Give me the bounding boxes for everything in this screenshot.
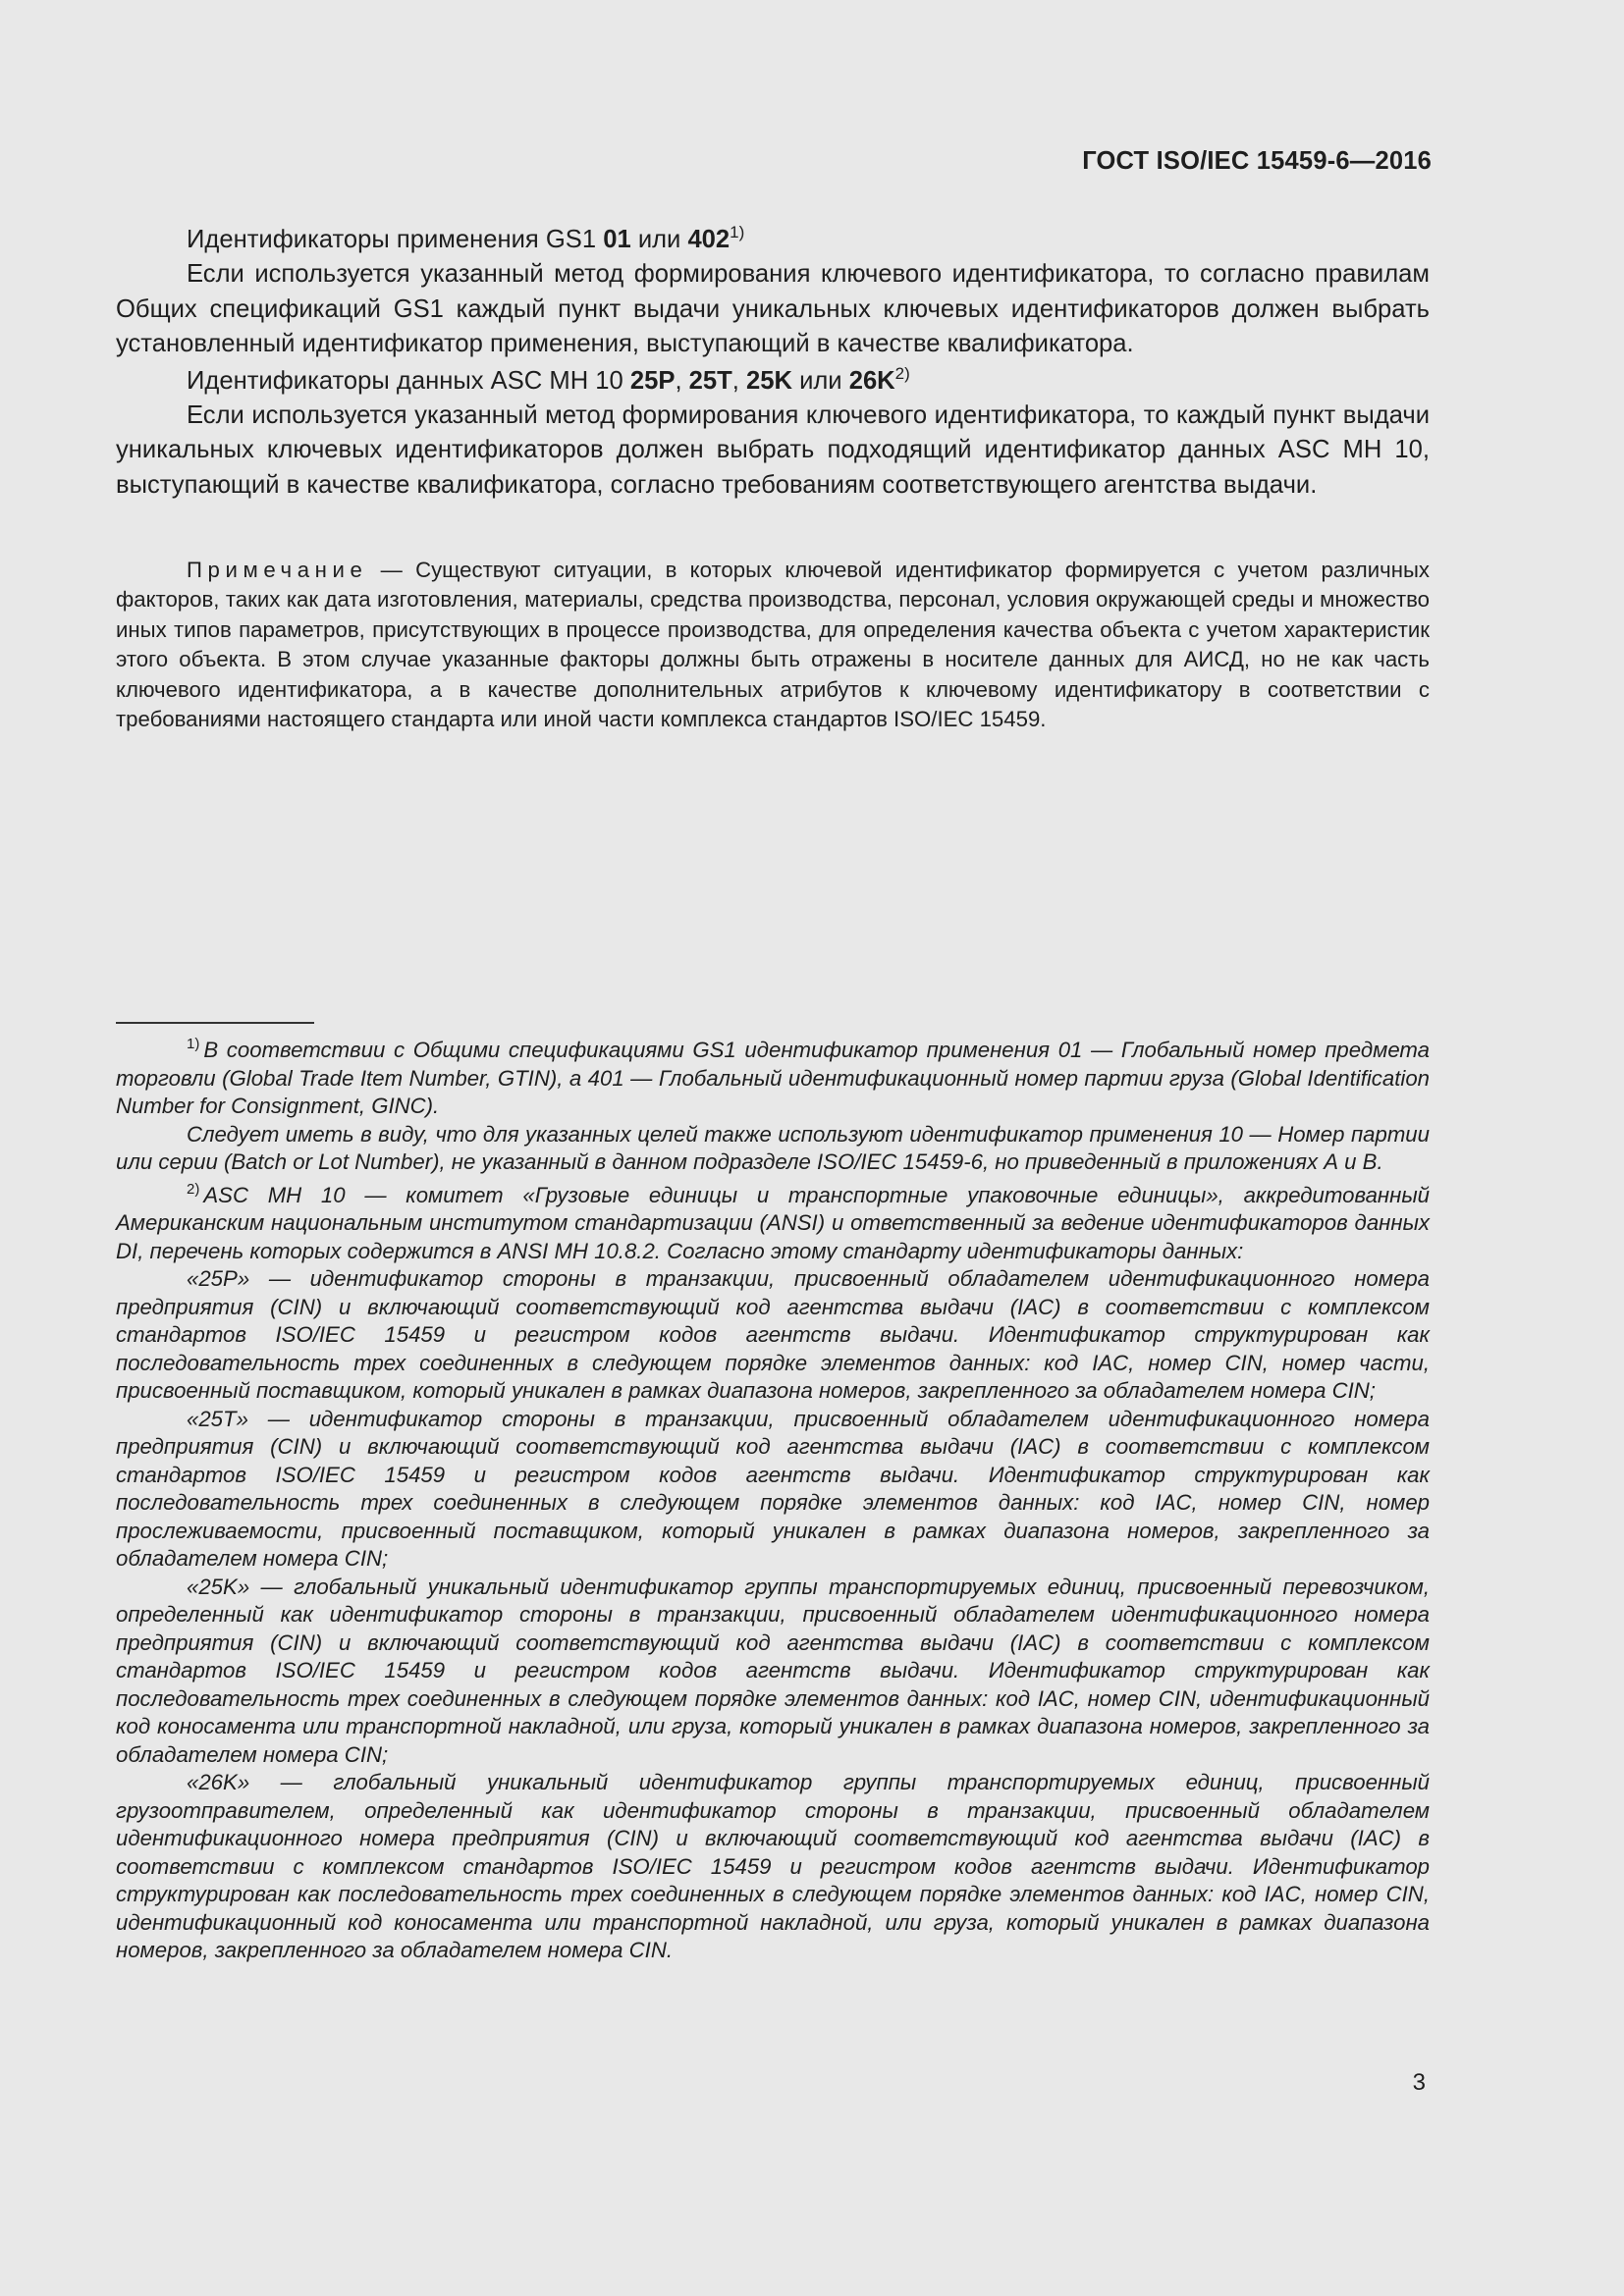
p3-prefix: Идентификаторы данных ASC MH 10 (187, 366, 630, 395)
footnote-1-text: В соответствии с Общими спецификациями GS1 идентификатор применения 01 — Глобальный номер предмета торговли (Global Trade Item Number, GTIN), а 401 — Глобальный идентификационный номер партии груза (Global Identification Number for Consignment, GINC). (116, 1038, 1430, 1118)
footnote-2-item-25k: «25K» — глобальный уникальный идентификатор группы транспортируемых единиц, присвоенный перевозчиком, определенный как идентификатор стороны в транзакции, присвоенный обладателем идентификационного номера предприятия (CIN) и включающий соответствующий код агентства выдачи (IAC) в соответствии с комплексом стандартов ISO/IEC 15459 и регистром кодов агентств выдачи. Идентификатор структурирован как последовательность трех соединенных в следующем порядке элементов данных: код IAC, номер CIN, идентификационный код коносамента или транспортной накладной, или груза, который уникален в рамках диапазона номеров, закрепленного за обладателем номера CIN; (116, 1574, 1430, 1767)
paragraph-asc-method: Если используется указанный метод формирования ключевого идентификатора, то каждый пункт выдачи уникальных ключевых идентификаторов должен выбрать подходящий идентификатор данных ASC MH 10, выступающий в качестве квалификатора, согласно требованиям соответствующего агентства выдачи. (116, 401, 1430, 499)
note-label: Примечание (187, 558, 368, 582)
footnote-1-marker: 1) (187, 1036, 200, 1052)
p3-di-25k: 25K (746, 366, 792, 395)
p3-di-25p: 25P (629, 366, 676, 395)
footnote-ref-2: 2) (894, 363, 910, 383)
footnote-1-continuation: Следует иметь в виду, что для указанных целей также используют идентификатор применения 10 — Номер партии или серии (Batch or Lot Number), не указанный в данном подразделе ISO/IEC 15459-6, но приведенный в приложениях А и В. (116, 1121, 1430, 1174)
page-number: 3 (1412, 2069, 1426, 2096)
p3-di-26k: 26K (848, 366, 895, 395)
main-text (116, 223, 1430, 503)
footnote-divider (116, 1022, 314, 1024)
note-paragraph (116, 556, 1430, 734)
footnote-2-item-25p: «25P» — идентификатор стороны в транзакции, присвоенный обладателем идентификационного номера предприятия (CIN) и включающий соответствующий код агентства выдачи (IAC) в соответствии с комплексом стандартов ISO/IEC 15459 и регистром кодов агентств выдачи. Идентификатор структурирован как последовательность трех соединенных в следующем порядке элементов данных: код IAC, номер CIN, номер части, присвоенный поставщиком, который уникален в рамках диапазона номеров, закрепленного за обладателем номера CIN; (116, 1266, 1430, 1403)
p1-ai-01: 01 (603, 226, 631, 253)
footnote-2-item-25t: «25T» — идентификатор стороны в транзакции, присвоенный обладателем идентификационного номера предприятия (CIN) и включающий соответствующий код агентства выдачи (IAC) в соответствии с комплексом стандартов ISO/IEC 15459 и регистром кодов агентств выдачи. Идентификатор структурирован как последовательность трех соединенных в следующем порядке элементов данных: код IAC, номер CIN, номер прослеживаемости, присвоенный поставщиком, который уникален в рамках диапазона номеров, закрепленного за обладателем номера CIN; (116, 1406, 1430, 1571)
paragraph-asc-di (116, 364, 1430, 399)
p1-prefix: Идентификаторы применения GS1 (187, 226, 604, 253)
p1-ai-402: 402 (687, 226, 731, 253)
p1-mid: или (630, 226, 688, 253)
footnotes (116, 1037, 1430, 1965)
paragraph-gs1-ai (116, 223, 1430, 257)
footnote-2-item-26k: «26K» — глобальный уникальный идентификатор группы транспортируемых единиц, присвоенный грузоотправителем, определенный как идентификатор стороны в транзакции, присвоенный обладателем идентификационного номера предприятия (CIN) и включающий соответствующий код агентства выдачи (IAC) в соответствии с комплексом стандартов ISO/IEC 15459 и регистром кодов агентств выдачи. Идентификатор структурирован как последовательность трех соединенных в следующем порядке элементов данных: код IAC, номер CIN, идентификационный код коносамента или транспортной накладной, или груза, который уникален в рамках диапазона номеров, закрепленного за обладателем номера CIN. (116, 1770, 1430, 1962)
p3-di-25t: 25T (688, 366, 732, 395)
note-text: — Существуют ситуации, в которых ключевой идентификатор формируется с учетом различных факторов, таких как дата изготовления, материалы, средства производства, персонал, условия окружающей среды и множество иных типов параметров, присутствующих в процессе производства, для определения качества объекта с учетом характеристик этого объекта. В этом случае указанные факторы должны быть отражены в носителе данных для АИСД, но не как часть ключевого идентификатора, а в качестве дополнительных атрибутов к ключевому идентификатору в соответствии с требованиями настоящего стандарта или иной части комплекса стандартов ISO/IEC 15459. (116, 558, 1430, 732)
footnote-2-text: ASC MH 10 — комитет «Грузовые единицы и транспортные упаковочные единицы», аккредитованный Американским национальным институтом стандартизации (ANSI) и ответственный за ведение идентификаторов данных DI, перечень которых содержится в ANSI MH 10.8.2. Согласно этому стандарту идентификаторы данных: (116, 1182, 1430, 1263)
footnote-2 (116, 1182, 1430, 1266)
footnote-2-marker: 2) (187, 1180, 200, 1198)
p3-sep-2: , (731, 366, 747, 395)
footnote-ref-1: 1) (730, 223, 745, 241)
paragraph-gs1-method: Если используется указанный метод формирования ключевого идентификатора, то согласно правилам Общих спецификаций GS1 каждый пункт выдачи уникальных ключевых идентификаторов должен выбрать установленный идентификатор применения, выступающий в качестве квалификатора. (116, 260, 1430, 358)
page-header: ГОСТ ISO/IEC 15459-6—2016 (1082, 147, 1432, 175)
footnote-1 (116, 1037, 1430, 1121)
p3-mid: или (791, 366, 849, 395)
p3-sep-1: , (675, 366, 689, 395)
